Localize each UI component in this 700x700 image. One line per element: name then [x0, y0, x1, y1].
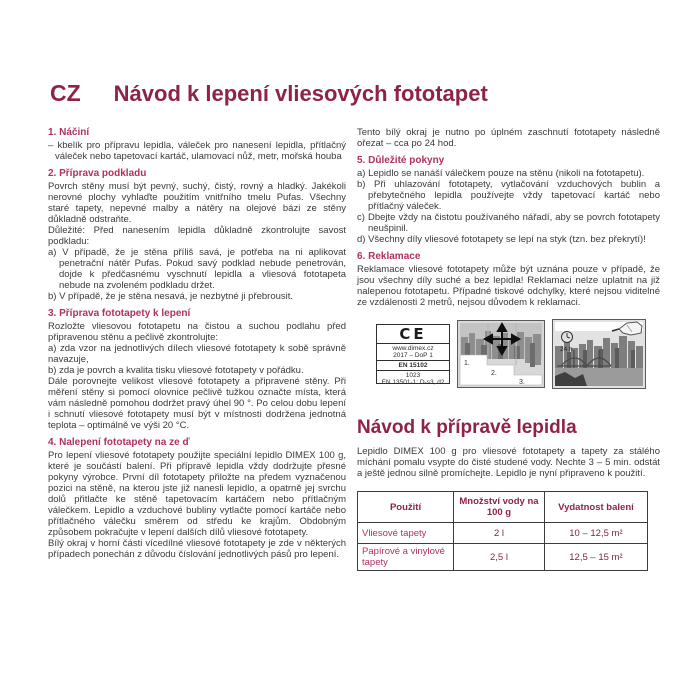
- cell-use: Vliesové tapety: [358, 523, 454, 544]
- ce-norm-row: [377, 360, 449, 370]
- table-row: [358, 523, 648, 544]
- paragraph: Pro lepení vliesové fototapety použijte speciální lepidlo DIMEX 100 g, které je součástí balení. Při přípravě lepidla vždy dodržujte přesné pokyny výrobce. První díl fototapety přiložte na předem vyznačenou pozici na stěně, na kterou jste již nanesli lepidlo, a opatrně jej svrchu dolů přitlačte ke stěně tapetovacím kartáčem nebo přítlačným válečkem. Lepidlo a vzduchové bubliny vytlačte pomocí kartáče nebo přítlačného válečku směrem od středu ke krajům. Obdobným způsobem pokračujte v lepení dalších dílů vliesové fototapety.: [48, 450, 346, 538]
- section-heading-dulezite-pokyny: 5. Důležité pokyny: [357, 155, 445, 166]
- paragraph: Povrch stěny musí být pevný, suchý, čistý, rovný a hladký. Jakékoli nerovné plochy vyhlaďte použitím vnitřního tmelu Pufas. Všechny staré tapety, nepevné malby a nátěry na olejové bázi ze stěny důkladně odstraňte.: [48, 181, 346, 225]
- time-label: 24 h: [560, 346, 573, 353]
- glue-paragraph: Lepidlo DIMEX 100 g pro vliesové fototapety a tapety za stálého míchání pomalu vsypte do čisté studené vody. Nechte 3 – 5 min. odstát a ještě jednou silně promíchejte. Lepidlo je nyní připraveno k použití.: [357, 446, 660, 479]
- ce-website: www.dimex.cz: [392, 345, 434, 352]
- document-header: [50, 80, 488, 107]
- trim-after-24h-figure: [552, 319, 646, 389]
- ce-fire-row: [377, 370, 449, 387]
- list-item: a) V případě, že je stěna příliš savá, je potřeba na ni aplikovat penetrační nátěr Pufas. Pokud savý podklad nebude penetrován, dojde k předčasnému vyschnutí lepidla a vliesová fototapeta nebude na zvoleném podkladu držet.: [48, 247, 346, 291]
- paragraph: – kbelík pro přípravu lepidla, váleček pro nanesení lepidla, přítlačný váleček nebo tapetovací kartáč, ulamovací nůž, metr, mořská houba: [48, 140, 346, 162]
- panel-alignment-figure: [457, 320, 545, 388]
- column-header-vydatnost: Vydatnost balení: [544, 492, 647, 523]
- ce-website-row: [377, 343, 449, 360]
- cell-coverage: 10 – 12,5 m²: [544, 523, 647, 544]
- panel-label-1: 1.: [464, 360, 470, 367]
- list-item: d) Všechny díly vliesové fototapety se lepí na styk (tzn. bez překrytí)!: [357, 234, 646, 245]
- paragraph: Rozložte vliesovou fototapetu na čistou a suchou podlahu před připravenou stěnu a pečlivě zkontrolujte:: [48, 321, 346, 343]
- language-code: CZ: [50, 80, 81, 106]
- figures-row: [376, 321, 660, 387]
- ce-dop: 2017 – DoP 1: [393, 352, 433, 359]
- list-item: b) V případě, že je stěna nesavá, je nezbytné ji přebrousit.: [48, 291, 294, 302]
- paragraph: Dále porovnejte velikost vliesové fototapety a připravené stěny. Při měření stěny si pomocí olovnice pečlivě tužkou označte místa, která vám následně pomohou dodržet pravý úhel 90 °. Po celou dobu lepení i schnutí vliesové fototapety musí být v místnosti dodržena jednotná teplota – optimálně ve výši 20 °C.: [48, 376, 346, 431]
- list-item: a) zda vzor na jednotlivých dílech vliesové fototapety k sobě správně navazuje,: [48, 343, 346, 365]
- table-row: [358, 544, 648, 571]
- cell-coverage: 12,5 – 15 m²: [544, 544, 647, 571]
- section-heading-nacini: 1. Náčiní: [48, 127, 90, 138]
- paragraph: Reklamace vliesové fototapety může být uznána pouze v případě, že jsou všechny díly suché a bez lepidla! Reklamaci nelze uplatnit na již nalepenou fototapetu. Případné tiskové odchylky, které nejsou viditelné ze vzdálenosti 2 metrů, nejsou důvodem k reklamaci.: [357, 264, 660, 308]
- paragraph: Důležité: Před nanesením lepidla důkladně zkontrolujte savost podkladu:: [48, 225, 346, 247]
- dosage-table: [357, 491, 648, 571]
- section-heading-priprava-podkladu: 2. Příprava podkladu: [48, 168, 147, 179]
- section-heading-reklamace: 6. Reklamace: [357, 251, 421, 262]
- panel-label-3: 3.: [519, 379, 525, 386]
- ce-body-number: 1023: [405, 372, 421, 379]
- list-item: b) Při uhlazování fototapety, vytlačování vzduchových bublin a přebytečného lepidla používejte vždy tapetovací kartáč nebo přítlačný váleček.: [357, 179, 660, 212]
- list-item: b) zda je povrch a kvalita tisku vliesové fototapety v pořádku.: [48, 365, 304, 376]
- table-header-row: [358, 492, 648, 523]
- list-item: c) Dbejte vždy na čistotu používaného nářadí, aby se povrch fototapety neušpinil.: [357, 212, 660, 234]
- column-header-mnozstvi-vody: Množství vody na 100 g: [454, 492, 545, 523]
- paragraph: Bílý okraj v horní části vícedílné vliesové fototapety je zde v některých případech ponechán z důvodu číslování jednotlivých pásů pro lepení.: [48, 538, 346, 560]
- section-heading-nalepeni: 4. Nalepení fototapety na ze ď: [48, 437, 190, 448]
- page-title: Návod k lepení vliesových fototapet: [113, 81, 488, 106]
- cell-water: 2 l: [454, 523, 545, 544]
- ce-mark-icon: CE: [399, 325, 427, 343]
- list-item: a) Lepidlo se nanáší válečkem pouze na stěnu (nikoli na fototapetu).: [357, 168, 645, 179]
- right-column: [357, 127, 660, 571]
- cell-water: 2,5 l: [454, 544, 545, 571]
- ce-norm: EN 15102: [398, 362, 428, 369]
- panel-label-2: 2.: [491, 370, 497, 377]
- cell-use: Papírové a vinylové tapety: [358, 544, 454, 571]
- paragraph: Tento bílý okraj je nutno po úplném zaschnutí fototapety následně ořezat – cca po 24 hod.: [357, 127, 660, 149]
- ce-fire-class: EN 13501-1: D-s3, d2: [381, 379, 445, 386]
- ce-certification-box: [376, 324, 450, 384]
- section-heading-priprava-fototapety: 3. Příprava fototapety k lepení: [48, 308, 191, 319]
- column-header-pouziti: Použití: [358, 492, 454, 523]
- left-column: [48, 127, 346, 560]
- glue-section-heading: Návod k přípravě lepidla: [357, 417, 577, 438]
